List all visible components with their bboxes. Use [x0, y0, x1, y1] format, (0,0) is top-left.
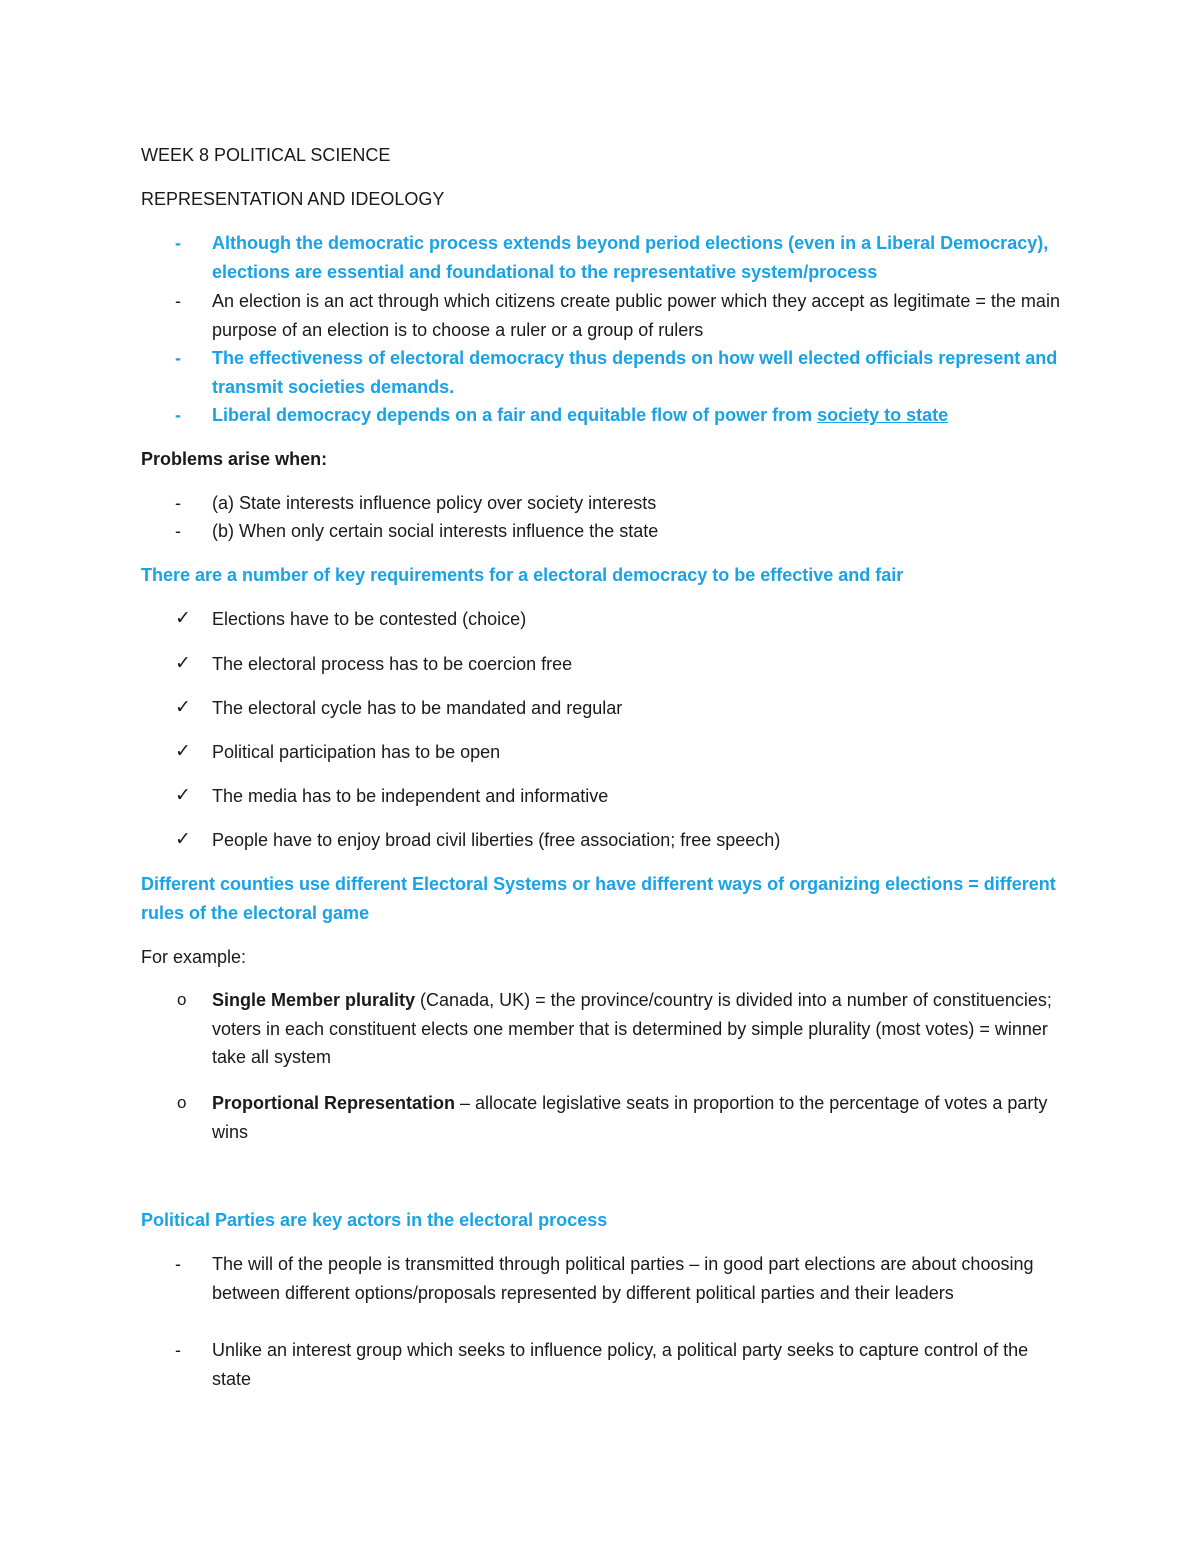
checkmark-icon: ✓: [175, 697, 191, 718]
dash-marker: -: [175, 493, 181, 513]
system-term: Proportional Representation: [212, 1093, 456, 1113]
requirement-item: ✓ Political participation has to be open: [141, 738, 1071, 767]
requirement-item: ✓ Elections have to be contested (choice): [141, 605, 1071, 634]
dash-marker: -: [175, 521, 181, 541]
systems-heading: Different counties use different Electoral Systems or have different ways of organizing elections = different rules of the electoral game: [141, 874, 1056, 923]
requirement-item: ✓ The electoral cycle has to be mandated and regular: [141, 694, 1071, 723]
for-example-label: For example:: [141, 947, 247, 967]
checkmark-icon: ✓: [175, 653, 191, 674]
checkmark-icon: ✓: [175, 785, 191, 806]
dash-marker: -: [175, 291, 181, 311]
dash-marker: -: [175, 233, 181, 253]
circle-bullet-icon: o: [177, 990, 187, 1009]
problems-heading: Problems arise when:: [141, 449, 328, 469]
intro-bullet-1: - Although the democratic process extends beyond period elections (even in a Liberal Democracy), elections are essential and foundational to the representative system/process: [141, 229, 1071, 286]
doc-subtitle: REPRESENTATION AND IDEOLOGY: [141, 189, 445, 209]
doc-title: WEEK 8 POLITICAL SCIENCE: [141, 145, 391, 165]
requirement-item: ✓ The electoral process has to be coercion free: [141, 650, 1071, 679]
system-item-smp: o Single Member plurality (Canada, UK) = the province/country is divided into a number of constituencies; voters in each constituent elects one member that is determined by simple plurality (most votes) = winner take all system: [141, 986, 1071, 1072]
checkmark-icon: ✓: [175, 608, 191, 629]
requirements-heading: There are a number of key requirements for a electoral democracy to be effective and fair: [141, 565, 904, 585]
party-bullet: - The will of the people is transmitted through political parties – in good part elections are about choosing between different options/proposals represented by different political parties and their leaders: [141, 1250, 1071, 1307]
system-term: Single Member plurality: [212, 990, 416, 1010]
circle-bullet-icon: o: [177, 1093, 187, 1112]
underlined-phrase: society to state: [817, 405, 949, 425]
parties-heading: Political Parties are key actors in the electoral process: [141, 1210, 608, 1230]
problem-item-a: - (a) State interests influence policy over society interests: [141, 489, 1071, 518]
intro-bullet-4: - Liberal democracy depends on a fair and equitable flow of power from society to state: [141, 401, 1071, 430]
dash-marker: -: [175, 405, 181, 425]
checkmark-icon: ✓: [175, 741, 191, 762]
intro-bullet-2: - An election is an act through which citizens create public power which they accept as legitimate = the main purpose of an election is to choose a ruler or a group of rulers: [141, 287, 1071, 344]
requirement-item: ✓ People have to enjoy broad civil liberties (free association; free speech): [141, 826, 1071, 855]
dash-marker: -: [175, 1254, 181, 1274]
intro-bullet-3: - The effectiveness of electoral democracy thus depends on how well elected officials represent and transmit societies demands.: [141, 344, 1071, 401]
checkmark-icon: ✓: [175, 829, 191, 850]
requirement-item: ✓ The media has to be independent and informative: [141, 782, 1071, 811]
problem-item-b: - (b) When only certain social interests influence the state: [141, 517, 1071, 546]
party-bullet: - Unlike an interest group which seeks to influence policy, a political party seeks to capture control of the state: [141, 1336, 1071, 1393]
dash-marker: -: [175, 1340, 181, 1360]
system-item-pr: o Proportional Representation – allocate legislative seats in proportion to the percentage of votes a party wins: [141, 1089, 1071, 1146]
dash-marker: -: [175, 348, 181, 368]
